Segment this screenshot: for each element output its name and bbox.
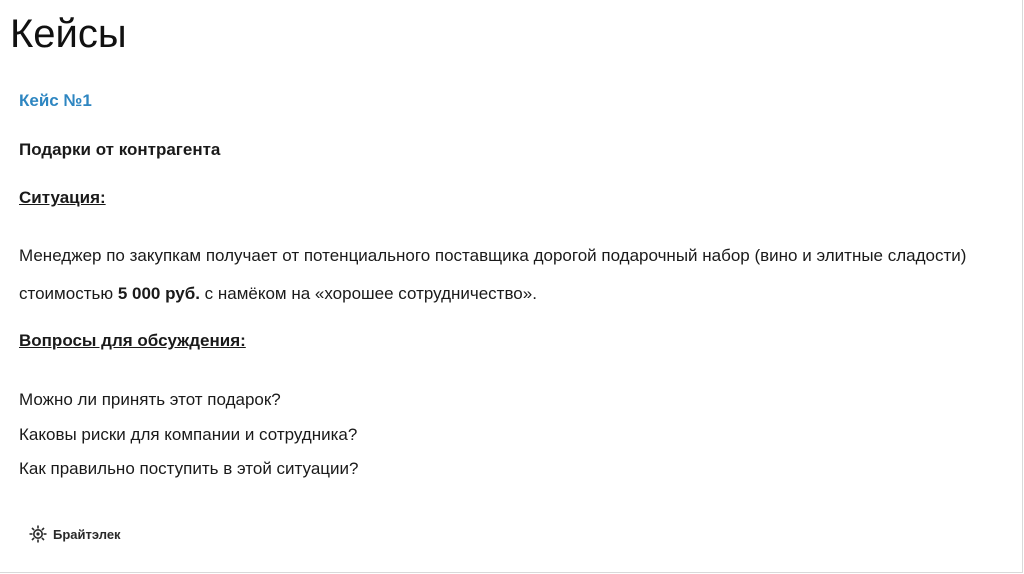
gear-logo-icon — [28, 524, 48, 544]
situation-text — [19, 237, 1009, 313]
situation-text-before: Менеджер по закупкам получает от потенциального поставщика дорогой подарочный набор (вино и элитные сладости) стоимостью — [19, 246, 967, 303]
situation-text-after: с намёком на «хорошее сотрудничество». — [199, 284, 537, 303]
situation-heading: Ситуация: — [19, 188, 106, 207]
question-item: Можно ли принять этот подарок? — [19, 390, 281, 409]
logo-text: Брайтэлек — [53, 526, 121, 542]
question-item: Каковы риски для компании и сотрудника? — [19, 424, 358, 444]
questions-list — [19, 383, 358, 487]
case-topic: Подарки от контрагента — [19, 140, 221, 159]
case-number: Кейс №1 — [19, 91, 92, 110]
situation-amount: 5 000 руб. — [117, 284, 200, 303]
slide-title: Кейсы — [10, 12, 127, 56]
questions-heading: Вопросы для обсуждения: — [19, 331, 246, 350]
question-item: Как правильно поступить в этой ситуации? — [19, 459, 359, 478]
company-logo — [28, 524, 121, 544]
